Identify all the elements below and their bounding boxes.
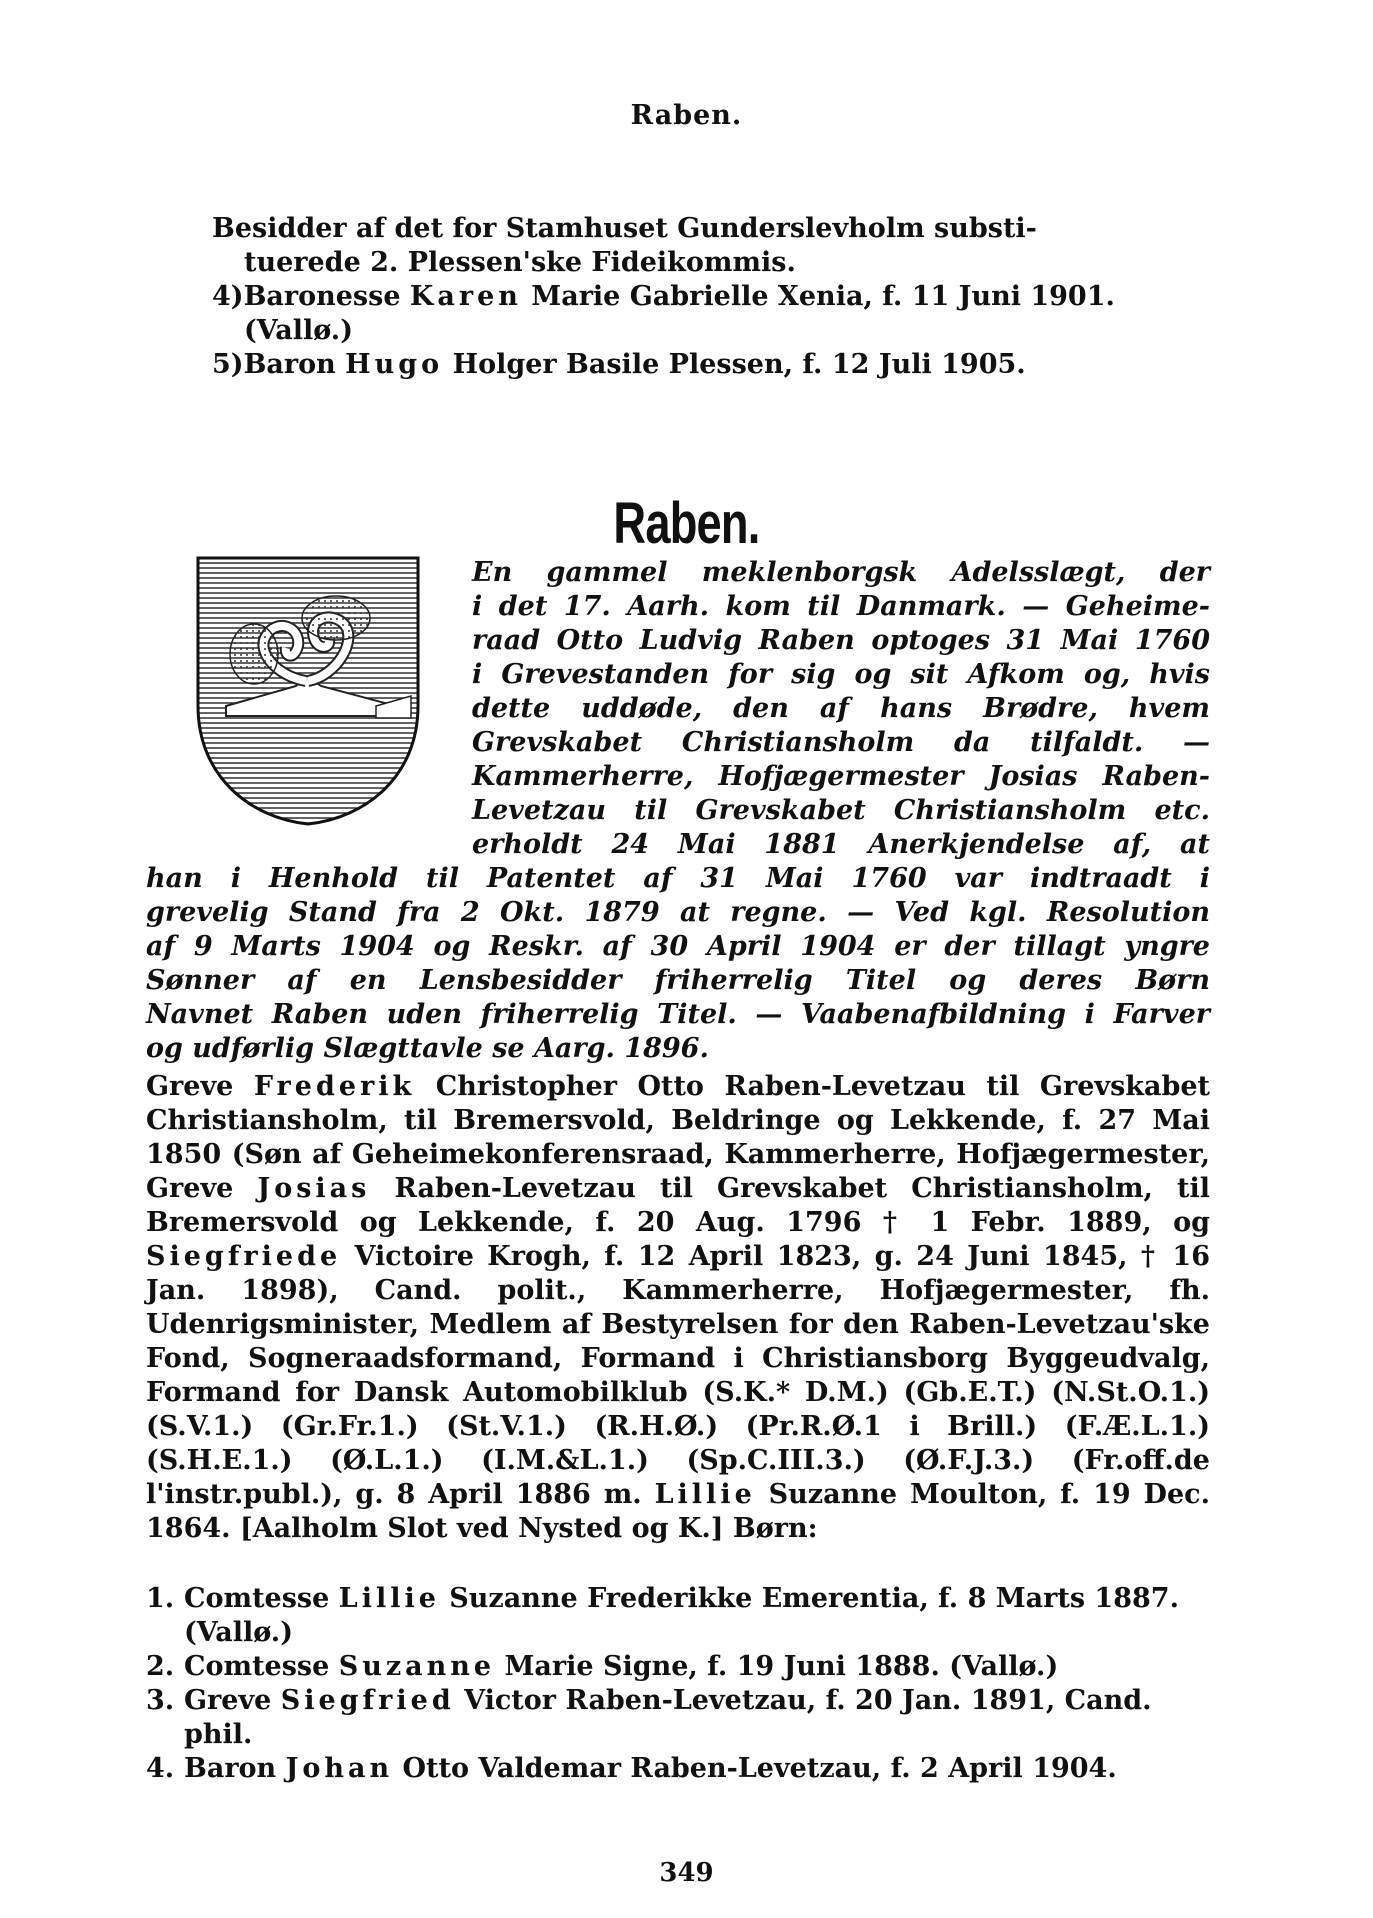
top-entries (212, 212, 1222, 382)
list-item (146, 1684, 1210, 1752)
main-entry-text (146, 1070, 1210, 1546)
entry-text: Raben-Levetzau til Grevskabet Christiansholm, til Bremersvold og Lekkende, f. 20 Aug. 1796 † 1 Febr. 1889, og (146, 1173, 1210, 1238)
intro-line: dette uddøde, den af hans Brødre, hvem (472, 693, 1210, 724)
item-number: 4. (146, 1753, 175, 1784)
intro-line: En gammel meklenborgsk Adelsslægt, der (472, 557, 1210, 588)
intro-line: Levetzau til Grevskabet Christiansholm etc. (472, 795, 1210, 826)
intro-line: Sønner af en Lensbesidder friherrelig Titel og deres Børn (146, 965, 1210, 996)
family-introduction (146, 556, 1210, 1066)
intro-line: grevelig Stand fra 2 Okt. 1879 at regne. — Ved kgl. Resolution (146, 897, 1210, 928)
intro-line: Navnet Raben uden friherrelig Titel. — Vaabenafbildning i Farver (146, 999, 1210, 1030)
entry-text: Suzanne Moulton, f. 19 Dec. 1864. [Aalholm Slot ved Nysted og K.] Børn: (146, 1479, 1210, 1544)
entry-text: Comtesse (184, 1651, 339, 1682)
item-text: Marie Gabrielle Xenia, f. 11 Juni 1901. (521, 281, 1115, 312)
entry-text: Greve (184, 1685, 281, 1716)
family-title: Raben. (613, 491, 760, 556)
intro-line: Kammerherre, Hofjægermester Josias Raben- (472, 761, 1210, 792)
list-item (146, 1752, 1210, 1786)
item-text: Holger Basile Plessen, f. 12 Juli 1905. (443, 349, 1026, 380)
page-number: 349 (659, 1858, 714, 1888)
running-head: Raben. (630, 100, 743, 131)
item-number: 5) (212, 349, 244, 380)
given-name: Hugo (345, 349, 444, 380)
given-name: Josias (257, 1173, 371, 1204)
entry-text: Baron (184, 1753, 286, 1784)
entry-text: Christopher Otto Raben-Levetzau til Grevskabet Christiansholm, til Bremersvold, Beldringe og Lekkende, f. 27 Mai 1850 (Søn af Geheimekonferensraad, Kammerherre, Hofjægermester, Greve (146, 1071, 1210, 1204)
entry-item-4 (212, 280, 1222, 314)
intro-line: i det 17. Aarh. kom til Danmark. — Geheime- (472, 591, 1210, 622)
item-number: 2. (146, 1651, 175, 1682)
intro-line: og udførlig Slægttavle se Aarg. 1896. (146, 1033, 709, 1064)
entry-text: Marie Signe, f. 19 Juni 1888. (Vallø.) (495, 1651, 1059, 1682)
intro-line: Grevskabet Christiansholm da tilfaldt. — (472, 727, 1210, 758)
intro-line: af 9 Marts 1904 og Reskr. af 30 April 1904 er der tillagt yngre (146, 931, 1210, 962)
item-text: Baron (243, 349, 346, 380)
given-name: Suzanne (338, 1651, 496, 1682)
intro-line: i Grevestanden for sig og sit Afkom og, hvis (472, 659, 1210, 690)
entry-item-5 (212, 348, 1222, 382)
entry-text: Comtesse (184, 1583, 339, 1614)
intro-line: erholdt 24 Mai 1881 Anerkjendelse af, at (472, 829, 1210, 860)
item-number: 3. (146, 1685, 175, 1716)
item-number: 1. (146, 1583, 175, 1614)
list-item (146, 1650, 1210, 1684)
item-text (184, 1752, 1210, 1786)
entry-line: (Vallø.) (244, 315, 353, 346)
item-number: 4) (212, 281, 244, 312)
entry-text: Greve (146, 1071, 254, 1102)
given-name: Karen (409, 281, 522, 312)
list-item (146, 1582, 1210, 1650)
entry-line: tuerede 2. Plessen'ske Fideikommis. (244, 247, 796, 278)
entry-text: Victor Raben-Levetzau, f. 20 Jan. 1891, Cand. phil. (184, 1685, 1152, 1750)
item-text (184, 1650, 1210, 1684)
given-name: Siegfriede (146, 1241, 342, 1272)
intro-line: raad Otto Ludvig Raben optoges 31 Mai 1760 (472, 625, 1210, 656)
item-text: Baronesse (243, 281, 410, 312)
item-text (184, 1582, 1210, 1650)
given-name: Siegfried (280, 1685, 455, 1716)
entry-line: Besidder af det for Stamhuset Gunderslevholm substi- (212, 213, 1037, 244)
entry-text: Suzanne Frederikke Emerentia, f. 8 Marts 1887. (Vallø.) (184, 1583, 1179, 1648)
given-name: Frederik (253, 1071, 416, 1102)
given-name: Johan (285, 1753, 394, 1784)
intro-line: han i Henhold til Patentet af 31 Mai 1760 var indtraadt i (146, 863, 1210, 894)
given-name: Lillie (338, 1583, 440, 1614)
given-name: Lillie (654, 1479, 756, 1510)
entry-text: Victoire Krogh, f. 12 April 1823, g. 24 Juni 1845, † 16 Jan. 1898), Cand. polit., Kammerherre, Hofjægermester, fh. Udenrigsminister, Medlem af Bestyrelsen for den Raben-Levetzau'ske Fond, Sogneraadsformand, Formand i Christiansborg Byggeudvalg, Formand for Dansk Automobilklub (S.K.* D.M.) (Gb.E.T.) (N.St.O.1.) (S.V.1.) (Gr.Fr.1.) (St.V.1.) (R.H.Ø.) (Pr.R.Ø.1 i Brill.) (F.Æ.L.1.) (S.H.E.1.) (Ø.L.1.) (I.M.&L.1.) (Sp.C.III.3.) (Ø.F.J.3.) (Fr.off.de l'instr.publ.), g. 8 April 1886 m. (146, 1241, 1210, 1510)
main-entry (146, 1070, 1210, 1546)
entry-text: Otto Valdemar Raben-Levetzau, f. 2 April 1904. (393, 1753, 1117, 1784)
children-list (146, 1582, 1210, 1786)
item-text (184, 1684, 1210, 1752)
